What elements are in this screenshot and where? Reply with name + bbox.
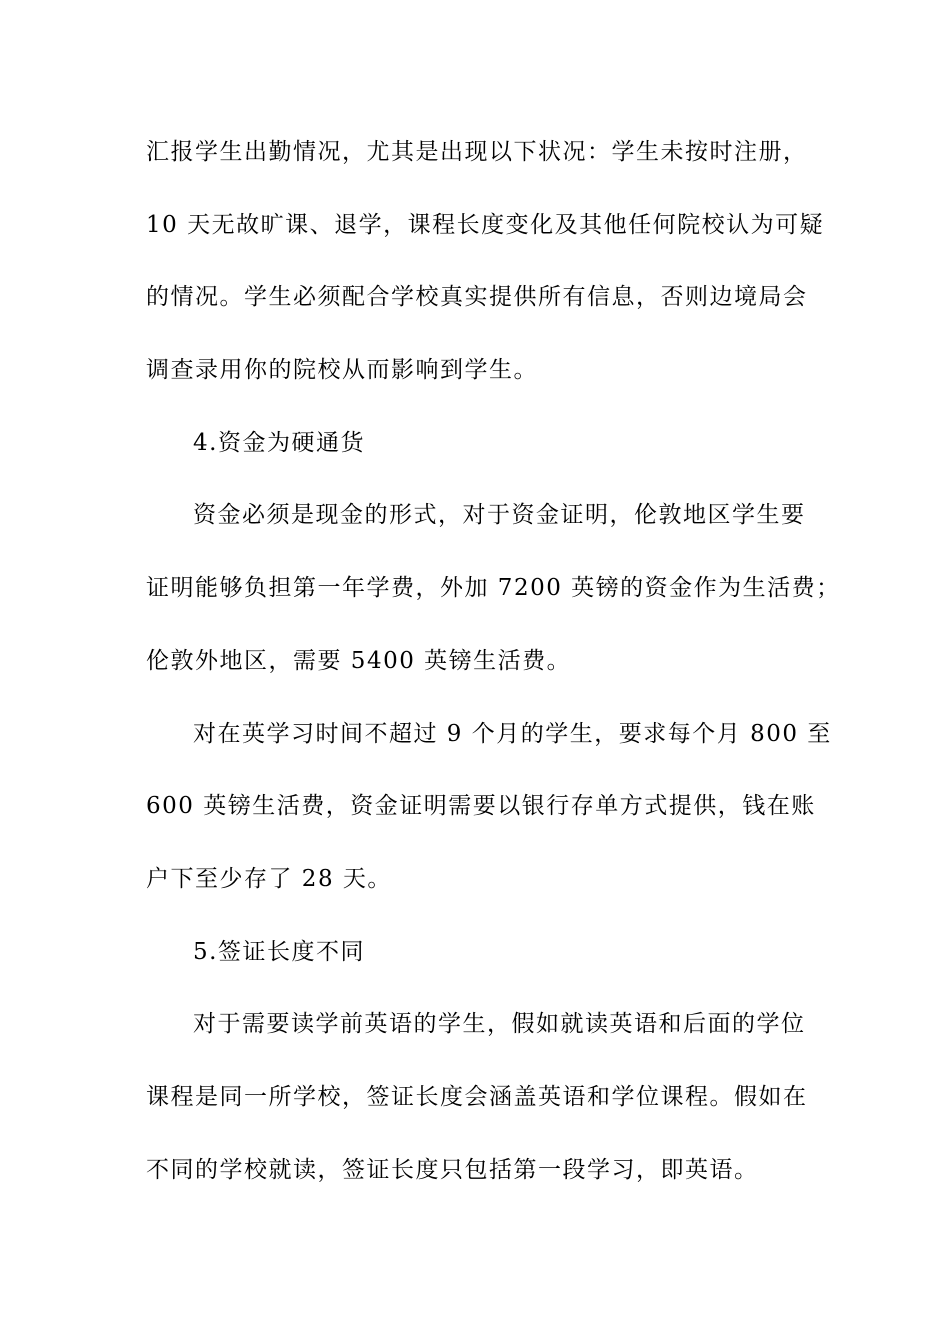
text-line: 课程是同一所学校，签证长度会涵盖英语和学位课程。假如在 [146, 1083, 808, 1110]
text-line: 不同的学校就读，签证长度只包括第一段学习，即英语。 [146, 1156, 759, 1183]
text-line: 对在英学习时间不超过 9 个月的学生，要求每个月 800 至 [193, 720, 832, 747]
text-line: 证明能够负担第一年学费，外加 7200 英镑的资金作为生活费； [146, 575, 841, 602]
text-line: 600 英镑生活费，资金证明需要以银行存单方式提供，钱在账 [146, 793, 816, 820]
text-line: 资金必须是现金的形式，对于资金证明，伦敦地区学生要 [193, 502, 806, 529]
text-line: 伦敦外地区，需要 5400 英镑生活费。 [146, 647, 572, 674]
text-line: 10 天无故旷课、退学，课程长度变化及其他任何院校认为可疑 [146, 211, 825, 238]
text-line: 调查录用你的院校从而影响到学生。 [146, 357, 538, 384]
text-line: 对于需要读学前英语的学生，假如就读英语和后面的学位 [193, 1011, 806, 1038]
section-heading: 4.资金为硬通货 [193, 429, 365, 456]
section-heading: 5.签证长度不同 [193, 938, 365, 965]
document-body [146, 124, 841, 1214]
text-line: 的情况。学生必须配合学校真实提供所有信息，否则边境局会 [146, 284, 808, 311]
text-line: 户下至少存了 28 天。 [146, 865, 392, 892]
text-line: 汇报学生出勤情况，尤其是出现以下状况：学生未按时注册， [146, 139, 808, 165]
